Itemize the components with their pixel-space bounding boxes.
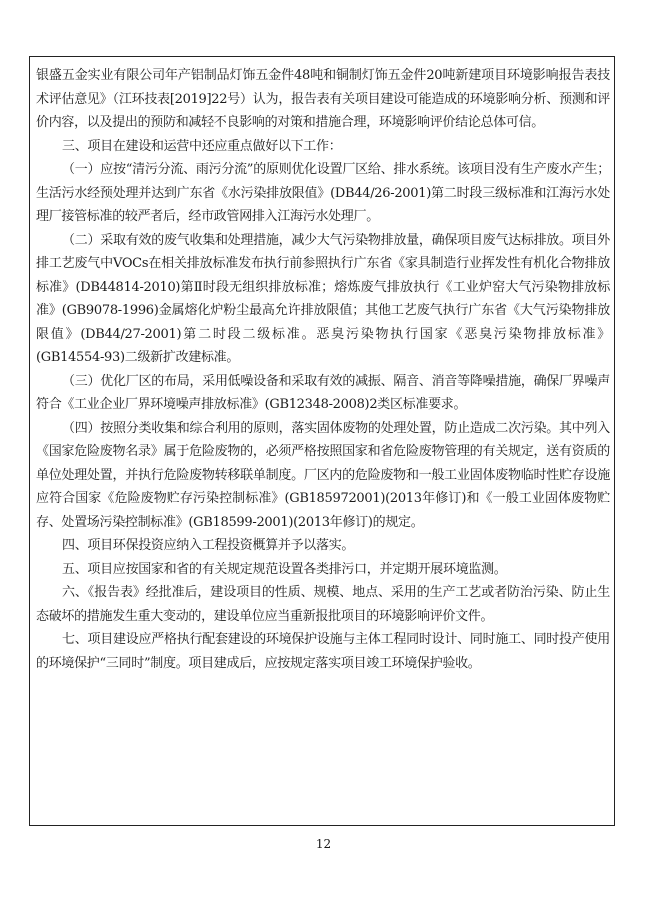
paragraph-section-7: 七、项目建设应严格执行配套建设的环境保护设施与主体工程同时设计、同时施工、同时投产使用的环境保护“三同时”制度。项目建成后，应按规定落实项目竣工环境保护验收。 [36,632,610,671]
paragraph-assessment-conclusion: 银盛五金实业有限公司年产铝制品灯饰五金件48吨和铜制灯饰五金件20吨新建项目环境影响报告表技术评估意见》（江环技表[2019]22号）认为，报告表有关项目建设可能造成的环境影响分析、预测和评价内容，以及提出的预防和减轻不良影响的对策和措施合理，环境影响评价结论总体可信。 [36,68,610,130]
paragraph-section-4: 四、项目环保投资应纳入工程投资概算并予以落实。 [62,538,355,553]
paragraph-exhaust-gas: （二）采取有效的废气收集和处理措施，减少大气污染物排放量，确保项目废气达标排放。项目外排工艺废气中VOCs在相关排放标准发布执行前参照执行广东省《家具制造行业挥发性有机化合物排放标准》(DB44814-2010)第Ⅱ时段无组织排放标准；熔炼废气排放执行《工业炉窑大气污染物排放标准》(GB9078-1996)金属熔化炉粉尘最高允许排放限值；其他工艺废气执行广东省《大气污染物排放限值》(DB44/27-2001)第二时段二级标准。恶臭污染物执行国家《恶臭污染物排放标准》(GB14554-93)二级新扩改建标准。 [36,232,610,365]
paragraph-section-5: 五、项目应按国家和省的有关规定规范设置各类排污口，并定期开展环境监测。 [62,561,507,577]
document-body [36,64,610,675]
paragraph-drainage: （一）应按“清污分流、雨污分流”的原则优化设置厂区给、排水系统。该项目没有生产废水产生；生活污水经预处理并达到广东省《水污染排放限值》(DB44/26-2001)第二时段三级标准和江海污水处理厂接管标准的较严者后，经市政管网排入江海污水处理厂。 [36,162,610,224]
page-number: 12 [315,837,332,851]
paragraph-section-3-heading: 三、项目在建设和运营中还应重点做好以下工作： [62,138,342,154]
paragraph-section-6: 六、《报告表》经批准后，建设项目的性质、规模、地点、采用的生产工艺或者防治污染、防止生态破坏的措施发生重大变动的，建设单位应当重新报批项目的环境影响评价文件。 [36,585,610,624]
paragraph-noise: （三）优化厂区的布局，采用低噪设备和采取有效的减振、隔音、消音等降噪措施，确保厂界噪声符合《工业企业厂界环境噪声排放标准》(GB12348-2008)2类区标准要求。 [36,373,610,412]
paragraph-solid-waste: （四）按照分类收集和综合利用的原则，落实固体废物的处理处置，防止造成二次污染。其中列入《国家危险废物名录》属于危险废物的，必须严格按照国家和省危险废物管理的有关规定，送有资质的单位处理处置，并执行危险废物转移联单制度。厂区内的危险废物和一般工业固体废物临时性贮存设施应符合国家《危险废物贮存污染控制标准》(GB185972001)(2013年修订)和《一般工业固体废物贮存、处置场污染控制标准》(GB18599-2001)(2013年修订)的规定。 [36,420,610,530]
